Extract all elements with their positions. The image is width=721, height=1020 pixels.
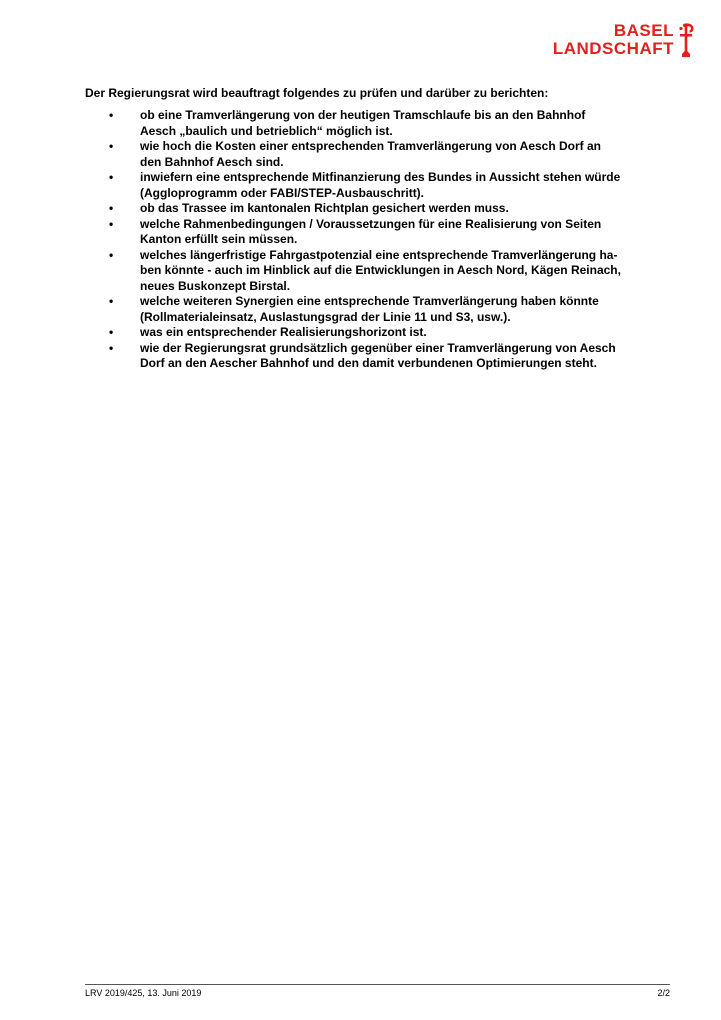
list-item-line: welche Rahmenbedingungen / Voraussetzungen für eine Realisierung von Seiten <box>140 216 602 231</box>
list-item-line: ob das Trassee im kantonalen Richtplan gesichert werden muss. <box>140 201 509 215</box>
list-item <box>85 201 645 217</box>
footer-reference: LRV 2019/425, 13. Juni 2019 <box>85 988 202 998</box>
list-item-line: inwiefern eine entsprechende Mitfinanzierung des Bundes in Aussicht stehen würde <box>140 170 621 184</box>
bullet-icon: • <box>109 325 114 339</box>
list-item <box>85 341 645 372</box>
list-item-line: (Rollmaterialeinsatz, Auslastungsgrad der Linie 11 und S3, usw.). <box>140 309 511 324</box>
list-item-line: ob eine Tramverlängerung von der heutigen Tramschlaufe bis an den Bahnhof <box>140 108 586 122</box>
bullet-icon: • <box>109 216 114 231</box>
intro-text: Der Regierungsrat wird beauftragt folgendes zu prüfen und darüber zu berichten: <box>85 86 549 100</box>
list-item <box>85 294 645 325</box>
basel-staff-icon <box>677 23 695 57</box>
bullet-list <box>85 108 645 372</box>
list-item-line: welche weiteren Synergien eine entsprechende Tramverlängerung haben könnte <box>140 294 599 308</box>
bullet-icon: • <box>109 108 114 122</box>
list-item-line: den Bahnhof Aesch sind. <box>140 154 284 169</box>
footer-divider <box>85 984 670 985</box>
list-item-line: (Aggloprogramm oder FABI/STEP-Ausbauschritt). <box>140 185 425 200</box>
list-item <box>85 325 645 341</box>
bullet-icon: • <box>109 294 114 308</box>
bullet-icon: • <box>109 170 114 184</box>
list-item <box>85 139 645 170</box>
list-item-line: Aesch „baulich und betrieblich“ möglich ist. <box>140 123 393 138</box>
list-item-line: neues Buskonzept Birstal. <box>140 278 291 293</box>
bullet-icon: • <box>109 139 114 153</box>
logo-line-basel: BASEL <box>613 21 674 40</box>
bullet-icon: • <box>109 247 114 262</box>
bullet-icon: • <box>109 201 114 215</box>
list-item <box>85 248 645 295</box>
list-item-line: wie hoch die Kosten einer entsprechenden Tramverlängerung von Aesch Dorf an <box>140 139 601 153</box>
logo-text <box>553 22 674 58</box>
list-item-line: Kanton erfüllt sein müssen. <box>140 232 298 246</box>
list-item-line: Dorf an den Aescher Bahnhof und den damit verbundenen Optimierungen steht. <box>140 356 597 370</box>
list-item-line: welches längerfristige Fahrgastpotenzial eine entsprechende Tramverlängerung ha- <box>140 247 618 262</box>
list-item <box>85 170 645 201</box>
list-item-line: wie der Regierungsrat grundsätzlich gegenüber einer Tramverlängerung von Aesch <box>140 340 616 355</box>
page-number: 2/2 <box>657 988 670 998</box>
bullet-icon: • <box>109 340 114 355</box>
logo <box>553 22 695 62</box>
list-item <box>85 217 645 248</box>
logo-line-landschaft: LANDSCHAFT <box>552 39 674 58</box>
list-item <box>85 108 645 139</box>
list-item-line: was ein entsprechender Realisierungshorizont ist. <box>140 325 427 339</box>
list-item-line: ben könnte - auch im Hinblick auf die Entwicklungen in Aesch Nord, Kägen Reinach, <box>140 263 621 277</box>
